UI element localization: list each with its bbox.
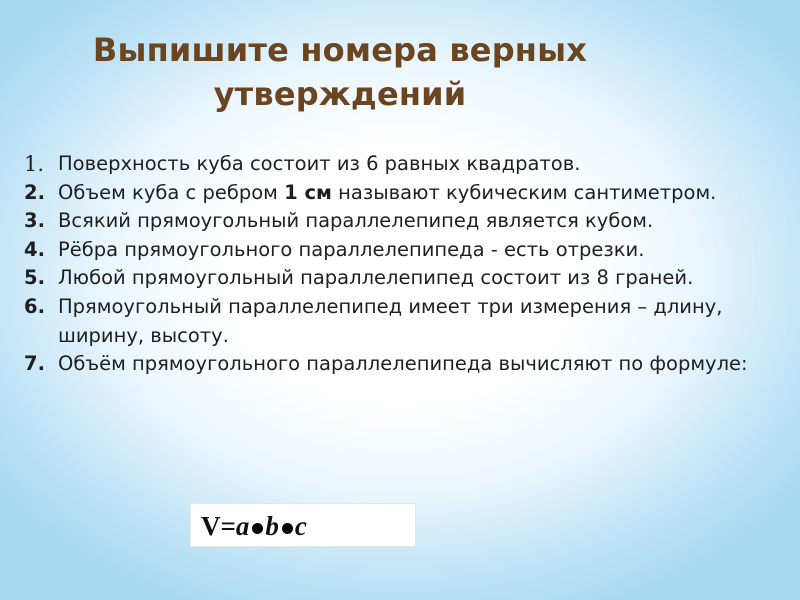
statement-text-part: Объем куба с ребром: [58, 180, 285, 204]
formula-var-c: c: [294, 511, 307, 541]
statement-bold-unit: 1 см: [284, 180, 332, 204]
statement-3: [24, 207, 784, 236]
formula-var-a: a: [235, 511, 250, 541]
statement-number: 7.: [24, 352, 45, 376]
statement-text: Объём прямоугольного параллелепипеда вычисляют по формуле:: [58, 352, 748, 376]
volume-formula-box: [190, 503, 416, 547]
slide-title: [60, 28, 620, 116]
statement-number: 1.: [24, 152, 45, 176]
statement-number: 2.: [24, 180, 45, 204]
statement-number: 4.: [24, 237, 45, 261]
statement-text: Всякий прямоугольный параллелепипед является кубом.: [58, 209, 654, 233]
statement-2: [24, 179, 784, 208]
statement-6: [24, 293, 784, 350]
statement-number: 6.: [24, 294, 45, 318]
statement-4: [24, 236, 784, 265]
multiply-dot-icon: [252, 523, 263, 534]
statement-text: Поверхность куба состоит из 6 равных квадратов.: [58, 152, 581, 175]
statements-list: [24, 150, 784, 379]
formula-var-b: b: [265, 511, 279, 541]
statement-5: [24, 264, 784, 293]
statement-number: 5.: [24, 266, 45, 290]
title-line-1: Выпишите номера верных: [92, 31, 588, 69]
statement-text-part: называют кубическим сантиметром.: [331, 180, 717, 204]
statement-7: [24, 350, 784, 379]
title-line-2: утверждений: [213, 75, 467, 113]
statement-text: [58, 179, 784, 208]
statement-number: 3.: [24, 209, 45, 233]
multiply-dot-icon: [282, 523, 293, 534]
statement-1: [24, 150, 784, 179]
statement-text: Любой прямоугольный параллелепипед состоит из 8 граней.: [58, 266, 694, 290]
statement-text: Прямоугольный параллелепипед имеет три измерения – длину, ширину, высоту.: [58, 294, 723, 347]
formula-lhs: V=: [201, 511, 236, 541]
statement-text: Рёбра прямоугольного параллелепипеда - есть отрезки.: [58, 237, 645, 261]
